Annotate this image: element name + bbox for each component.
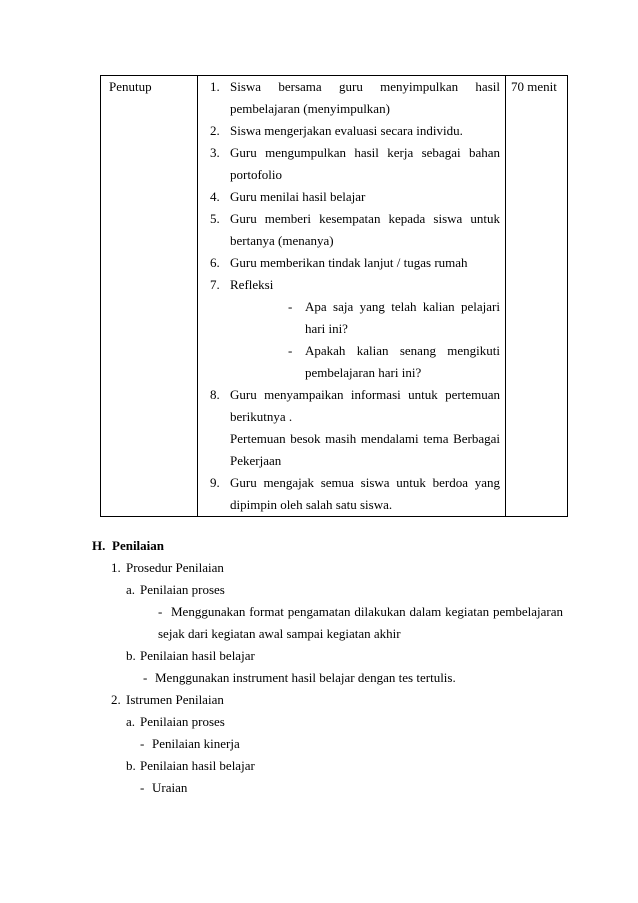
step-text-line: bertanya (menanya) [230,233,334,248]
step-number: 5. [210,211,220,226]
bullet-point [0,777,638,799]
section-title: Penilaian [112,538,165,553]
step-number: 3. [210,145,220,160]
step-item [210,208,500,252]
step-text-line: Guru menilai hasil belajar [230,189,366,204]
step-item [210,384,500,472]
reflection-question [288,340,500,384]
subsection-title: Istrumen Penilaian [126,692,224,707]
section-letter: H. [92,538,106,553]
activity-phase-label: Penutup [109,79,152,94]
step-text-line: Pertemuan besok masih mendalami tema Berbagai [230,431,500,446]
part-title: Penilaian proses [140,582,225,597]
step-number: 9. [210,475,220,490]
reflection-text-line: hari ini? [305,321,348,336]
part-heading [0,645,638,667]
bullet-text-line: Uraian [152,780,188,795]
reflection-text-line: Apa saja yang telah kalian pelajari [305,299,500,314]
table-column-divider [197,76,198,516]
bullet-point [0,601,638,623]
reflection-question [288,296,500,340]
bullet-text-line: Menggunakan instrument hasil belajar dengan tes tertulis. [155,670,456,685]
step-item [210,186,500,208]
step-text-line: Guru mengumpulkan hasil kerja sebagai bahan [230,145,500,160]
assessment-section [0,535,638,799]
step-text-line: Guru memberi kesempatan kepada siswa untuk [230,211,500,226]
step-item [210,252,500,274]
part-heading [0,711,638,733]
step-item [210,142,500,186]
duration-label: 70 menit [511,79,557,94]
reflection-text-line: pembelajaran hari ini? [305,365,422,380]
closing-activity-table [100,75,568,517]
part-title: Penilaian hasil belajar [140,758,255,773]
bullet-dash: - [288,343,293,358]
part-heading [0,579,638,601]
step-item [210,120,500,142]
table-column-divider [505,76,506,516]
bullet-point [0,667,638,689]
bullet-dash: - [288,299,293,314]
subsection-number: 2. [111,692,121,707]
step-number: 4. [210,189,220,204]
subsection-number: 1. [111,560,121,575]
step-text-line: pembelajaran (menyimpulkan) [230,101,390,116]
step-number: 8. [210,387,220,402]
step-item [210,76,500,120]
subsection-heading [0,689,638,711]
part-letter: a. [126,582,136,597]
step-text-line: Guru mengajak semua siswa untuk berdoa yang [230,475,500,490]
subsection-title: Prosedur Penilaian [126,560,224,575]
subsection-heading [0,557,638,579]
step-number: 6. [210,255,220,270]
step-text-line: berikutnya . [230,409,293,424]
step-number: 7. [210,277,220,292]
section-heading [0,535,638,557]
step-number: 2. [210,123,220,138]
part-title: Penilaian hasil belajar [140,648,255,663]
bullet-dash: - [140,736,145,751]
step-text-line: Siswa mengerjakan evaluasi secara individu. [230,123,463,138]
step-text-line: Guru memberikan tindak lanjut / tugas rumah [230,255,468,270]
step-text-line: Siswa bersama guru menyimpulkan hasil [230,79,500,94]
reflection-text-line: Apakah kalian senang mengikuti [305,343,500,358]
step-text-line: Pekerjaan [230,453,282,468]
step-text-line: dipimpin oleh salah satu siswa. [230,497,393,512]
bullet-text-line: sejak dari kegiatan awal sampai kegiatan akhir [158,626,401,641]
part-letter: b. [126,648,136,663]
step-item [210,472,500,516]
bullet-dash: - [143,670,148,685]
part-letter: b. [126,758,136,773]
bullet-continuation [0,623,638,645]
part-heading [0,755,638,777]
activity-steps-list [210,76,500,516]
bullet-text-line: Menggunakan format pengamatan dilakukan dalam kegiatan pembelajaran [171,604,563,619]
bullet-dash: - [158,604,163,619]
bullet-point [0,733,638,755]
part-letter: a. [126,714,136,729]
step-text-line: portofolio [230,167,282,182]
part-title: Penilaian proses [140,714,225,729]
step-text-line: Refleksi [230,277,274,292]
bullet-text-line: Penilaian kinerja [152,736,240,751]
step-text-line: Guru menyampaikan informasi untuk pertemuan [230,387,500,402]
step-number: 1. [210,79,220,94]
bullet-dash: - [140,780,145,795]
step-item [210,274,500,384]
